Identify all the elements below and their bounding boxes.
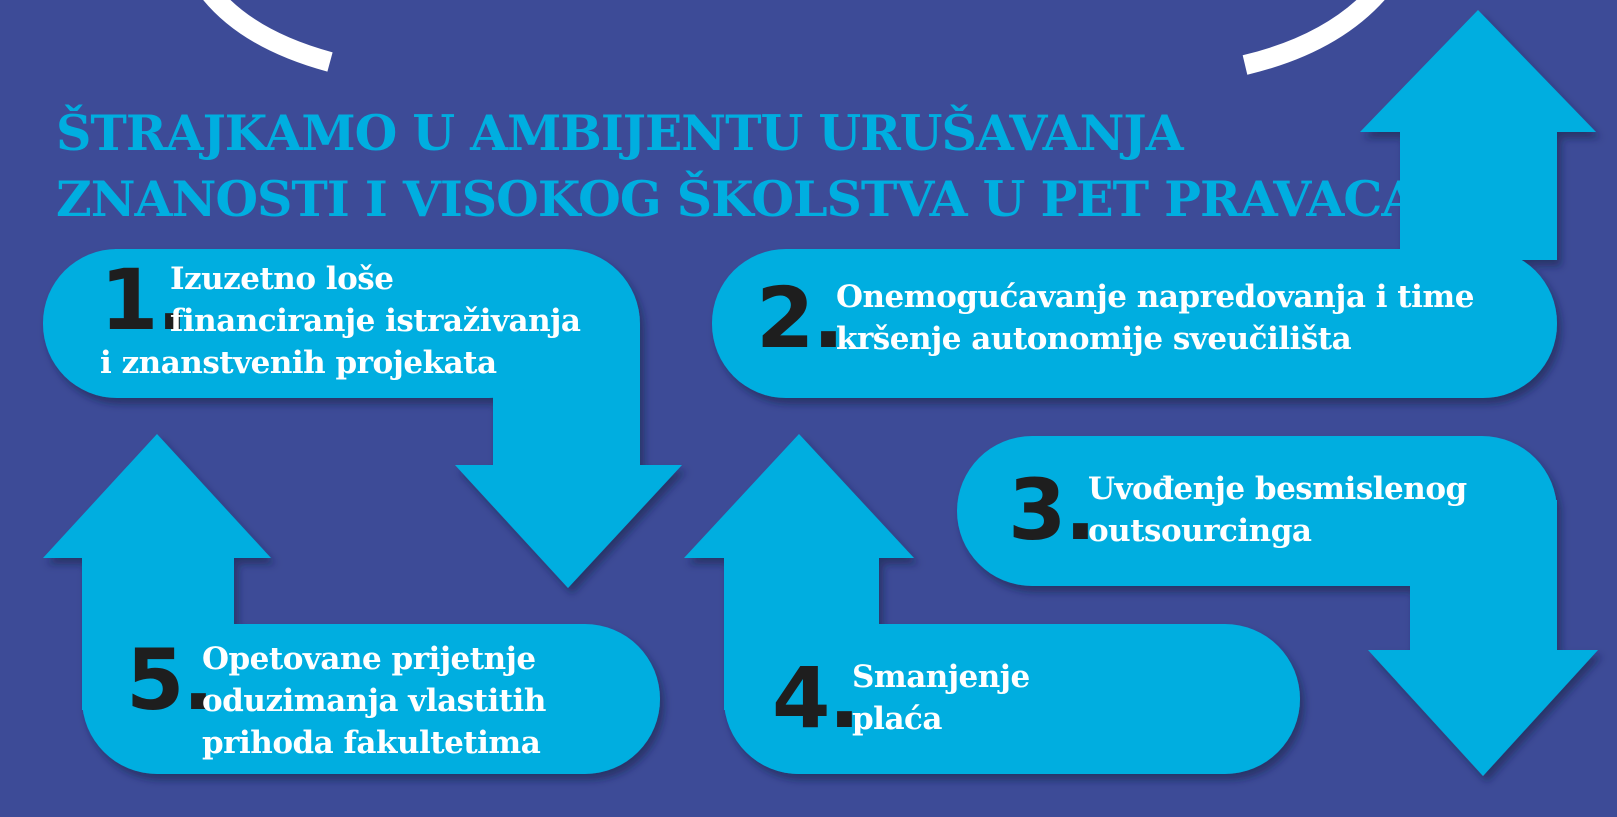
item-1-line-3: i znanstvenih projekata bbox=[100, 345, 497, 381]
item-1-text bbox=[100, 251, 581, 384]
item-2-text bbox=[836, 276, 1474, 360]
decorative-arc-left bbox=[195, 0, 330, 62]
title-line-1: ŠTRAJKAMO U AMBIJENTU URUŠAVANJA bbox=[56, 104, 1183, 162]
item-1-number: 1. bbox=[100, 251, 187, 349]
page-title bbox=[56, 100, 1436, 232]
item-3-line-2: outsourcinga bbox=[1088, 513, 1312, 549]
item-5-line-1: Opetovane prijetnje bbox=[202, 641, 536, 677]
item-5-text bbox=[202, 638, 546, 764]
item-5-number: 5. bbox=[126, 631, 213, 729]
item-1-line-2: financiranje istraživanja bbox=[170, 303, 581, 339]
decorative-arc-right bbox=[1245, 0, 1395, 65]
item-5-line-2: oduzimanja vlastitih bbox=[202, 683, 546, 719]
item-4-line-1: Smanjenje bbox=[852, 659, 1030, 695]
item-1-line-1: Izuzetno loše bbox=[170, 261, 394, 297]
item-3-text bbox=[1088, 468, 1467, 552]
item-4-line-2: plaća bbox=[852, 701, 943, 737]
item-3-number: 3. bbox=[1008, 461, 1095, 559]
item-2-number: 2. bbox=[756, 269, 843, 367]
item-2-line-2: kršenje autonomije sveučilišta bbox=[836, 321, 1352, 357]
item-5-line-3: prihoda fakultetima bbox=[202, 725, 541, 761]
item-3-line-1: Uvođenje besmislenog bbox=[1088, 471, 1467, 507]
item-4-number: 4. bbox=[772, 649, 859, 747]
item-4-text bbox=[852, 656, 1030, 740]
item-2-line-1: Onemogućavanje napredovanja i time bbox=[836, 279, 1474, 315]
title-line-2: ZNANOSTI I VISOKOG ŠKOLSTVA U PET PRAVACA: bbox=[56, 170, 1436, 228]
